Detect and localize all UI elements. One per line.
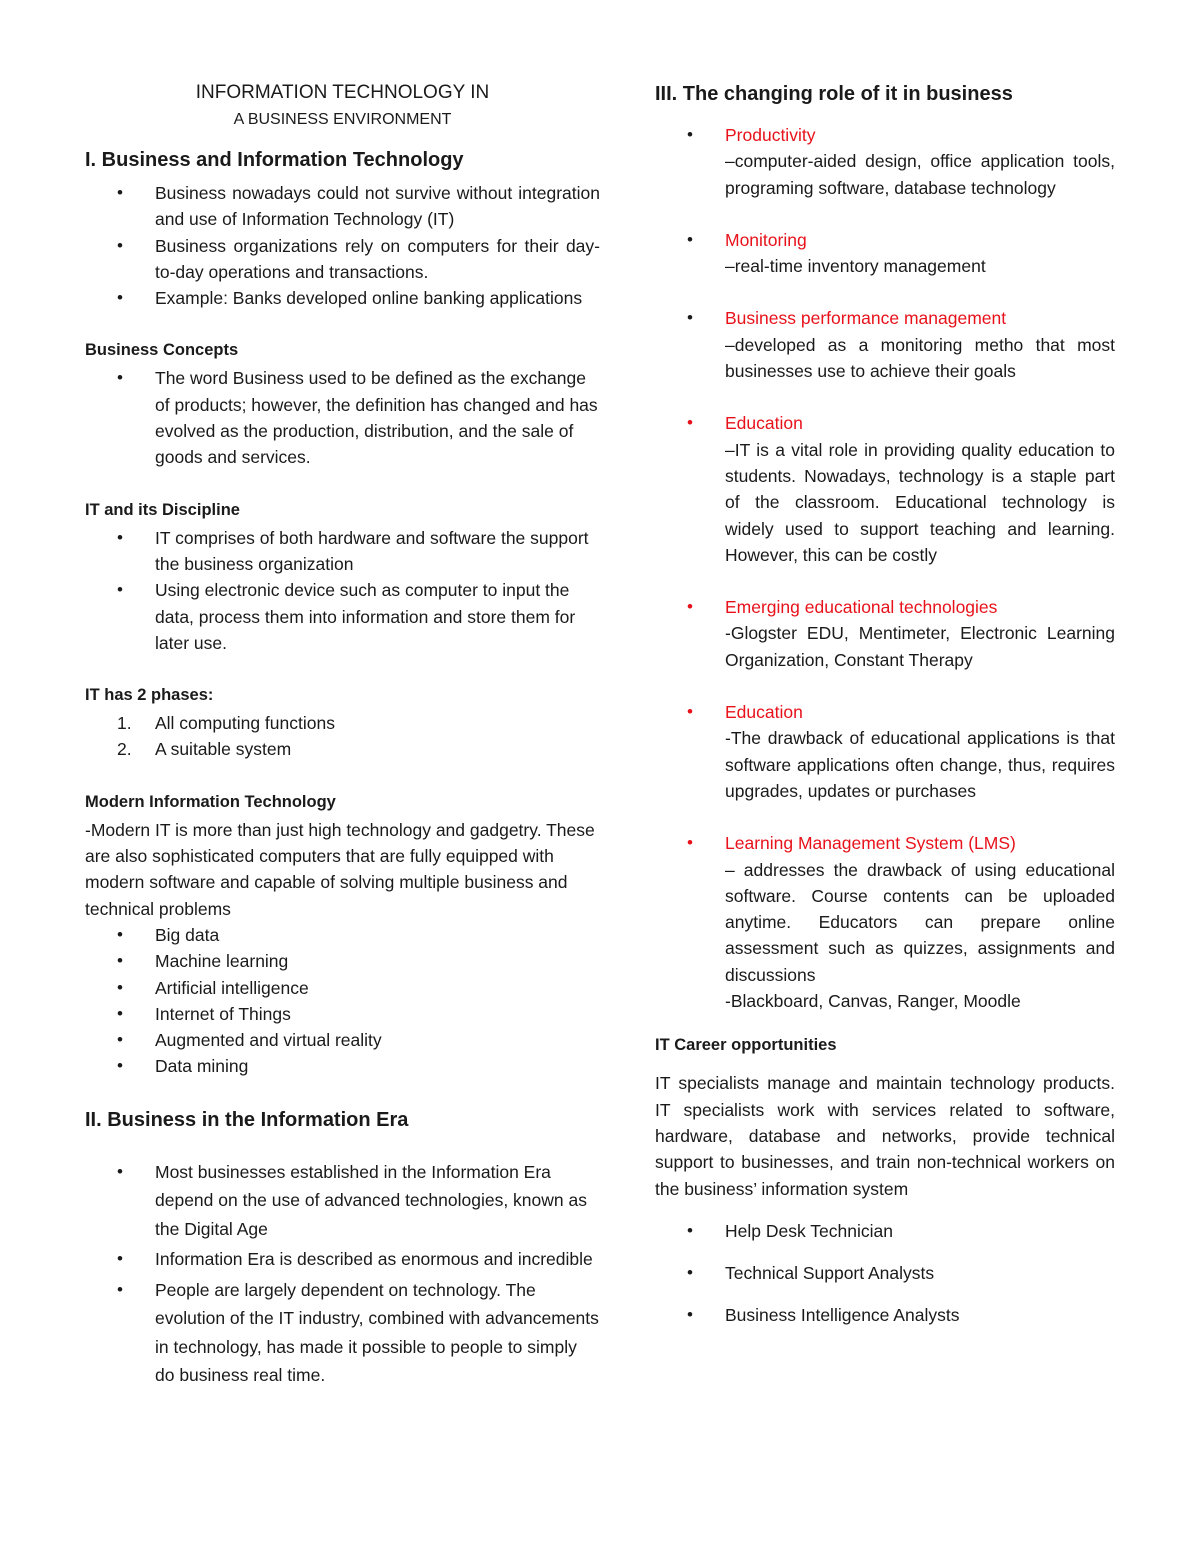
item-description: –real-time inventory management — [725, 256, 986, 277]
item-title: Education — [725, 413, 803, 434]
item-title: Business performance management — [725, 308, 1007, 329]
list-item: • Data mining — [85, 1053, 600, 1079]
section-3-list — [655, 122, 1115, 1014]
item-title: Monitoring — [725, 229, 807, 250]
list-item: 2. A suitable system — [117, 739, 292, 760]
list-item: • Technical Support Analysts — [655, 1260, 1115, 1286]
list-item — [655, 594, 1115, 673]
it-discipline-heading: IT and its Discipline — [85, 500, 240, 519]
list-item: • People are largely dependent on technology. The evolution of the IT industry, combined with advancements in technology, has made it possible to people to simply do business real time. — [85, 1276, 600, 1390]
it-phases-heading: IT has 2 phases: — [85, 686, 214, 705]
career-heading: IT Career opportunities — [655, 1036, 837, 1055]
item-description: – addresses the drawback of using educational software. Course contents can be uploaded anytime. Educators can prepare online assessment such as quizzes, assignments and discussions — [725, 859, 1115, 985]
section-1-heading: I. Business and Information Technology — [85, 149, 464, 171]
list-item: • Most businesses established in the Information Era depend on the use of advanced technologies, known as the Digital Age — [85, 1158, 600, 1244]
list-item — [655, 227, 1115, 280]
list-item: 1. All computing functions — [117, 713, 335, 734]
it-discipline-list — [85, 525, 600, 656]
list-item: • Using electronic device such as computer to input the data, process them into information and store them for later use. — [85, 577, 600, 656]
list-item: • Example: Banks developed online banking applications — [85, 285, 600, 311]
business-concepts-list — [85, 365, 600, 470]
left-column — [85, 80, 600, 1392]
item-description: –developed as a monitoring metho that most businesses use to achieve their goals — [725, 334, 1115, 382]
list-item: • Business organizations rely on computers for their day-to-day operations and transactions. — [85, 233, 600, 286]
list-item: • The word Business used to be defined as the exchange of products; however, the definition has changed and has evolved as the production, distribution, and the sale of goods and services. — [85, 365, 600, 470]
item-description: –IT is a vital role in providing quality education to students. Nowadays, technology is a staple part of the classroom. Educational technology is widely used to support teaching and learning. However, this can be costly — [725, 439, 1115, 565]
modern-it-list — [85, 922, 600, 1080]
list-item: • Help Desk Technician — [655, 1218, 1115, 1244]
document-subtitle: A BUSINESS ENVIRONMENT — [233, 111, 452, 128]
business-concepts-heading: Business Concepts — [85, 341, 239, 360]
list-item: • Machine learning — [85, 948, 600, 974]
item-title: Education — [725, 702, 803, 723]
item-title: Learning Management System (LMS) — [725, 833, 1016, 854]
section-2-heading: II. Business in the Information Era — [85, 1108, 409, 1131]
list-item — [655, 410, 1115, 568]
item-description: -The drawback of educational applications is that software applications often change, thus, requires upgrades, updates or purchases — [725, 728, 1115, 801]
list-item — [655, 699, 1115, 804]
item-title: Productivity — [725, 125, 816, 145]
list-item — [655, 305, 1115, 384]
section-1-list — [85, 180, 600, 311]
item-description: -Glogster EDU, Mentimeter, Electronic Learning Organization, Constant Therapy — [725, 623, 1115, 670]
modern-it-heading: Modern Information Technology — [85, 792, 336, 811]
document-title: INFORMATION TECHNOLOGY IN — [195, 82, 490, 103]
list-item: • Business nowadays could not survive without integration and use of Information Technology (IT) — [85, 180, 600, 233]
it-phases-list — [85, 710, 600, 763]
item-description: –computer-aided design, office application tools, programing software, database technology — [725, 151, 1115, 198]
career-paragraph: IT specialists manage and maintain technology products. IT specialists work with services related to software, hardware, database and networks, provide technical support to businesses, and train non-technical workers on the business’ information system — [655, 1073, 1115, 1199]
list-item: • Artificial intelligence — [85, 975, 600, 1001]
list-item: • Business Intelligence Analysts — [655, 1302, 1115, 1328]
item-examples: -Blackboard, Canvas, Ranger, Moodle — [725, 991, 1021, 1012]
career-list — [655, 1218, 1115, 1329]
list-item — [655, 122, 1115, 201]
section-3-heading: III. The changing role of it in business — [655, 83, 1013, 105]
list-item: • Augmented and virtual reality — [85, 1027, 600, 1053]
right-column — [655, 80, 1115, 1345]
list-item — [655, 830, 1115, 1014]
list-item: • IT comprises of both hardware and software the support the business organization — [85, 525, 600, 578]
item-title: Emerging educational technologies — [725, 597, 998, 618]
list-item: • Internet of Things — [85, 1001, 600, 1027]
section-2-list — [85, 1158, 600, 1390]
modern-it-paragraph: -Modern IT is more than just high technology and gadgetry. These are also sophisticated computers that are fully equipped with modern software and capable of solving multiple business and technical problems — [85, 819, 595, 919]
list-item: • Big data — [85, 922, 600, 948]
list-item: • Information Era is described as enormous and incredible — [85, 1245, 600, 1274]
